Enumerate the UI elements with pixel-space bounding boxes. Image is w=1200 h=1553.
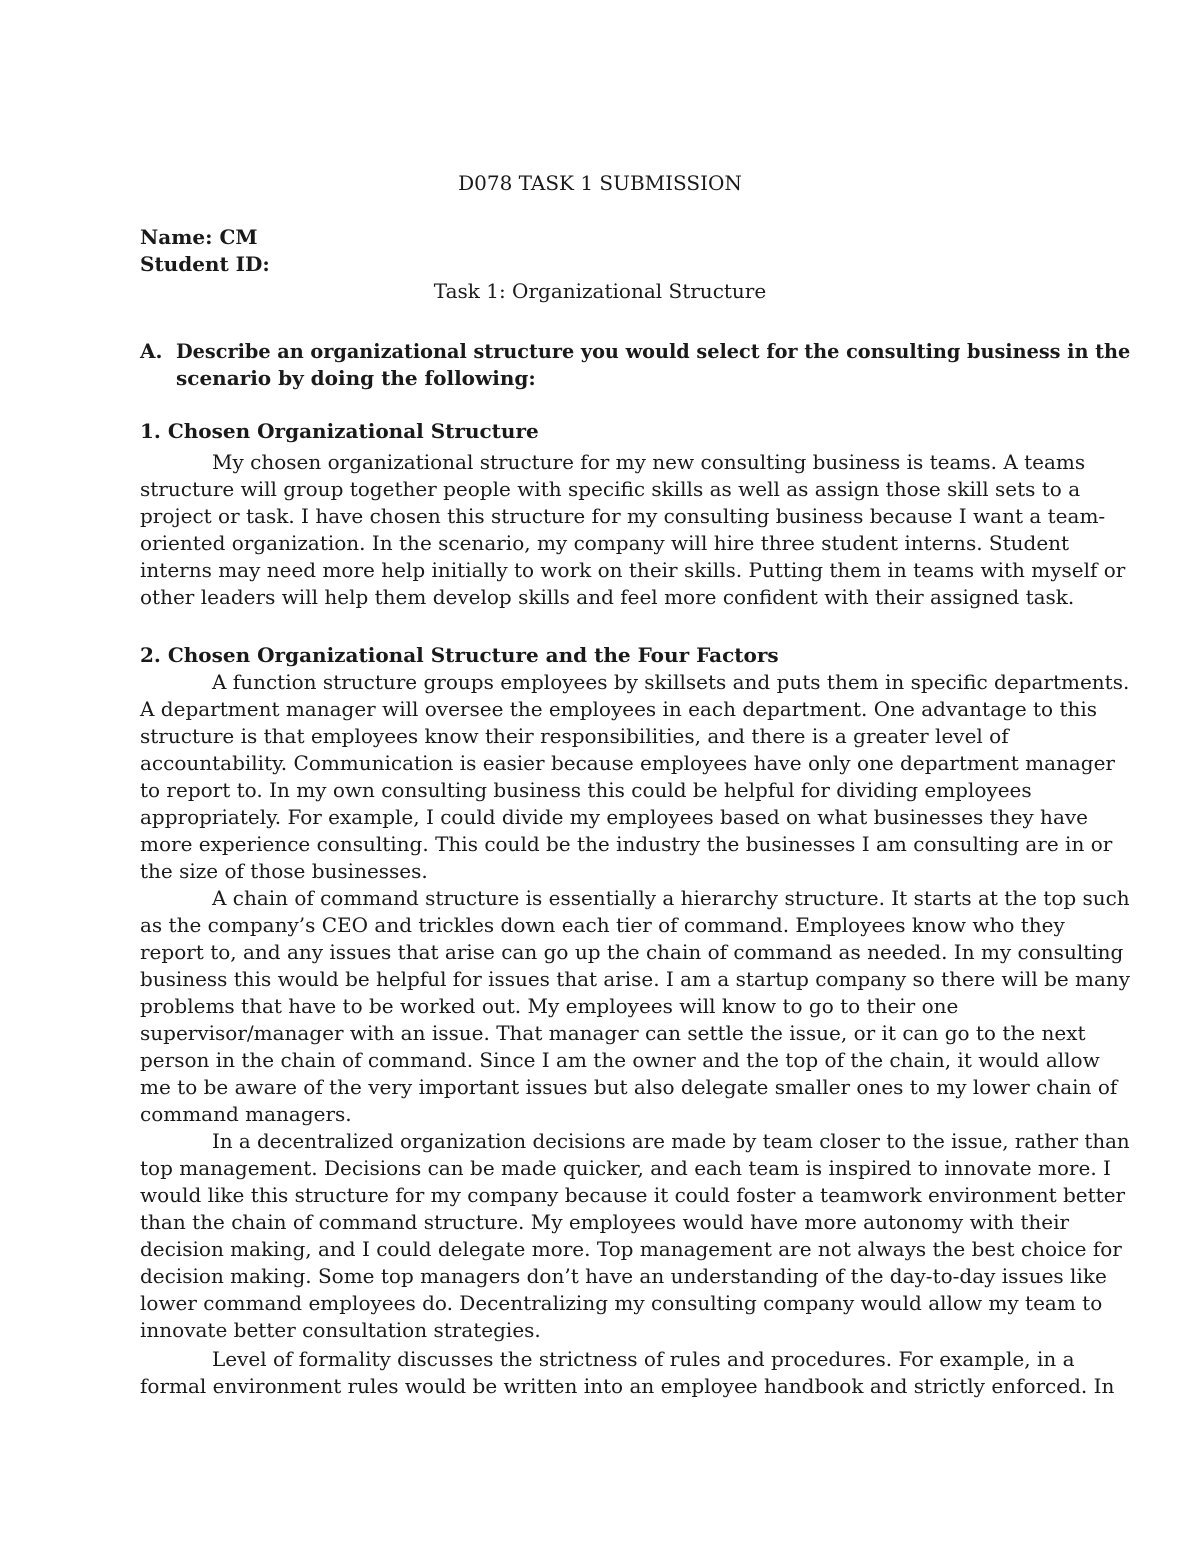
paragraph-line: project or task. I have chosen this structure for my consulting business because I want a team- <box>140 504 1106 528</box>
paragraph-line: A chain of command structure is essentially a hierarchy structure. It starts at the top such <box>212 886 1130 910</box>
task-heading: Task 1: Organizational Structure <box>433 279 767 303</box>
paragraph-line: as the company’s CEO and trickles down each tier of command. Employees know who they <box>140 913 1065 937</box>
paragraph-line: structure will group together people with specific skills as well as assign those skill sets to a <box>140 477 1081 501</box>
paragraph-line: me to be aware of the very important issues but also delegate smaller ones to my lower chain of <box>140 1075 1118 1099</box>
section-a-prompt-line-1: Describe an organizational structure you would select for the consulting business in the <box>176 339 1131 363</box>
section-a-marker: A. <box>140 339 163 363</box>
paragraph-line: business this would be helpful for issues that arise. I am a startup company so there will be many <box>140 967 1131 991</box>
paragraph-line: decision making. Some top managers don’t have an understanding of the day-to-day issues like <box>140 1264 1107 1288</box>
paragraph-line: formal environment rules would be written into an employee handbook and strictly enforced. In <box>140 1374 1115 1398</box>
paragraph-line: decision making, and I could delegate more. Top management are not always the best choice for <box>140 1237 1122 1261</box>
section-a-prompt-line-2: scenario by doing the following: <box>176 366 536 390</box>
paragraph-line: than the chain of command structure. My employees would have more autonomy with their <box>140 1210 1070 1234</box>
paragraph-line: top management. Decisions can be made quicker, and each team is inspired to innovate more. I <box>140 1156 1111 1180</box>
paragraph-line: report to, and any issues that arise can go up the chain of command as needed. In my consulting <box>140 940 1124 964</box>
section-2-heading: 2. Chosen Organizational Structure and the Four Factors <box>140 643 779 667</box>
paragraph-line: other leaders will help them develop skills and feel more confident with their assigned task. <box>140 585 1075 609</box>
paragraph-line: problems that have to be worked out. My employees will know to go to their one <box>140 994 959 1018</box>
name-line: Name: CM <box>140 225 258 249</box>
paragraph-line: person in the chain of command. Since I am the owner and the top of the chain, it would allow <box>140 1048 1100 1072</box>
paragraph-line: command managers. <box>140 1102 352 1126</box>
paragraph-line: accountability. Communication is easier because employees have only one department manager <box>140 751 1115 775</box>
paragraph-line: innovate better consultation strategies. <box>140 1318 541 1342</box>
student-id-line: Student ID: <box>140 252 270 276</box>
document-title: D078 TASK 1 SUBMISSION <box>458 171 742 195</box>
paragraph-line: A department manager will oversee the employees in each department. One advantage to this <box>140 697 1098 721</box>
paragraph-line: My chosen organizational structure for my new consulting business is teams. A teams <box>212 450 1086 474</box>
paragraph-line: lower command employees do. Decentralizing my consulting company would allow my team to <box>140 1291 1103 1315</box>
paragraph-line: to report to. In my own consulting business this could be helpful for dividing employees <box>140 778 1032 802</box>
paragraph-line: the size of those businesses. <box>140 859 428 883</box>
paragraph-line: structure is that employees know their responsibilities, and there is a greater level of <box>140 724 1009 748</box>
paragraph-line: A function structure groups employees by skillsets and puts them in specific departments. <box>212 670 1130 694</box>
paragraph-line: Level of formality discusses the strictness of rules and procedures. For example, in a <box>212 1347 1075 1371</box>
paragraph-line: interns may need more help initially to work on their skills. Putting them in teams with myself or <box>140 558 1126 582</box>
paragraph-line: more experience consulting. This could be the industry the businesses I am consulting are in or <box>140 832 1113 856</box>
paragraph-line: supervisor/manager with an issue. That manager can settle the issue, or it can go to the next <box>140 1021 1086 1045</box>
paragraph-line: appropriately. For example, I could divide my employees based on what businesses they have <box>140 805 1088 829</box>
paragraph-line: would like this structure for my company because it could foster a teamwork environment better <box>140 1183 1126 1207</box>
paragraph-line: oriented organization. In the scenario, my company will hire three student interns. Student <box>140 531 1070 555</box>
paragraph-line: In a decentralized organization decisions are made by team closer to the issue, rather than <box>212 1129 1130 1153</box>
section-1-heading: 1. Chosen Organizational Structure <box>140 419 539 443</box>
